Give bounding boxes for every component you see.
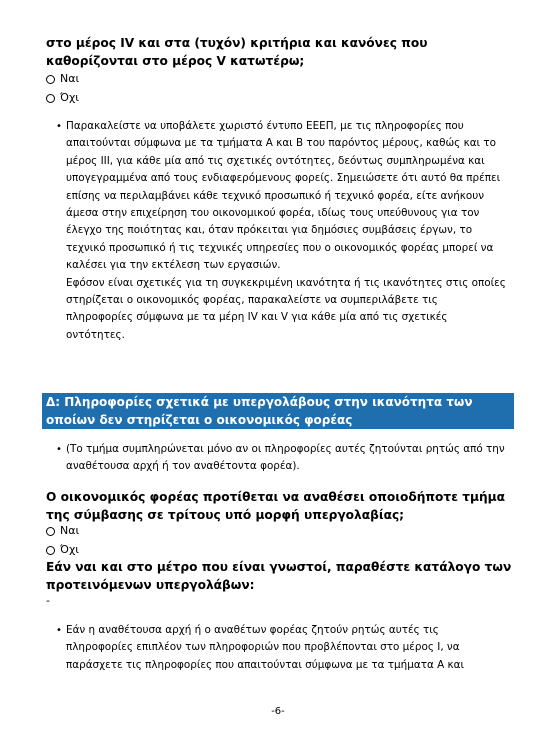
- option-yes[interactable]: [46, 72, 79, 86]
- instruction-block: Εάν η αναθέτουσα αρχή ή ο αναθέτων φορέας ζητούν ρητώς αυτές τις πληροφορίες επιπλέον των πληροφοριών που προβλέπονται στο μέρος Ι, να παράσχετε τις πληροφορίες που απαιτούνται σύμφωνα με τα τμήματα Α και: [66, 624, 465, 671]
- radio-circle-icon[interactable]: [46, 94, 55, 103]
- answer-value: -: [46, 594, 50, 607]
- option-yes-label: Ναι: [60, 524, 80, 537]
- page-number: -6-: [271, 706, 285, 717]
- bullet-icon: •: [56, 121, 62, 132]
- instruction-paragraph: Εφόσον είναι σχετικές για τη συγκεκριμένη ικανότητα ή τις ικανότητες στις οποίες στηρίζεται ο οικονομικός φορέας, παρακαλείστε να συμπεριλάβετε τις πληροφορίες σύμφωνα με τα μέρη IV και V για κάθε μία από τις σχετικές οντότητες.: [66, 276, 506, 341]
- instruction-paragraph: Παρακαλείστε να υποβάλετε χωριστό έντυπο ΕΕΕΠ, με τις πληροφορίες που απαιτούνται σύμφωνα με τα τμήματα Α και Β του παρόντος μέρους, καθώς και το μέρος ΙΙΙ, για κάθε μία από τις σχετικές οντότητες, δεόντως συμπληρωμένα και υπογεγραμμένα από τους ενδιαφερόμενους φορείς. Σημειώσετε ότι αυτό θα πρέπει επίσης να περιλαμβάνει κάθε τεχνικό προσωπικό ή τεχνικό φορέα, είτε ανήκουν άμεσα στην επιχείρηση του οικονομικού φορέα, ιδίως τους υπεύθυνους για τον έλεγχο της ποιότητας και, όταν πρόκειται για δημόσιες συμβάσεις έργων, το τεχνικό προσωπικό ή τις τεχνικές υπηρεσίες που ο οικονομικός φορέας μπορεί να καλέσει για την εκτέλεση των εργασιών.: [66, 120, 501, 272]
- option-yes[interactable]: [46, 524, 79, 538]
- section-note: (Το τμήμα συμπληρώνεται μόνο αν οι πληροφορίες αυτές ζητούνται ρητώς από την αναθέτουσα αρχή ή τον αναθέτοντα φορέα).: [66, 443, 505, 473]
- question-subcontractor-list: Εάν ναι και στο μέτρο που είναι γνωστοί, παραθέστε κατάλογο των προτεινόμενων υπεργολάβων:: [46, 560, 512, 592]
- question-criteria: στο μέρος IV και στα (τυχόν) κριτήρια και κανόνες που καθορίζονται στο μέρος V κατωτέρω;: [46, 36, 428, 68]
- question-subcontracting: Ο οικονομικός φορέας προτίθεται να αναθέσει οποιοδήποτε τμήμα της σύμβασης σε τρίτους υπό μορφή υπεργολαβίας;: [46, 490, 505, 522]
- option-no-label: Όχι: [60, 543, 80, 556]
- bullet-icon: •: [56, 444, 62, 455]
- option-yes-label: Ναι: [60, 72, 80, 85]
- option-no[interactable]: [46, 543, 79, 557]
- option-no-label: Όχι: [60, 91, 80, 104]
- radio-circle-icon[interactable]: [46, 75, 55, 84]
- section-heading-d: Δ: Πληροφορίες σχετικά με υπεργολάβους στην ικανότητα των οποίων δεν στηρίζεται ο οικονομικός φορέας: [42, 393, 514, 429]
- radio-circle-icon[interactable]: [46, 527, 55, 536]
- radio-circle-icon[interactable]: [46, 546, 55, 555]
- bullet-icon: •: [56, 625, 62, 636]
- instruction-block: [66, 118, 506, 344]
- option-no[interactable]: [46, 91, 79, 105]
